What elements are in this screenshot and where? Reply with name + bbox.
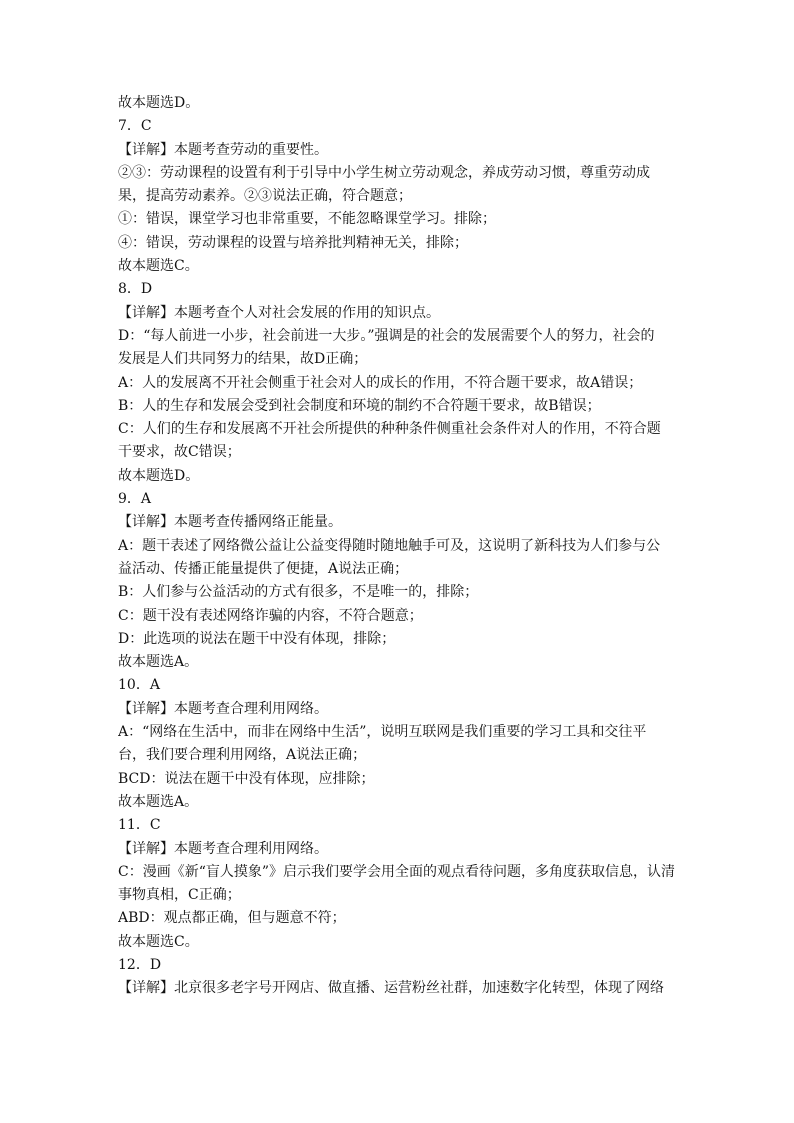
text-line: B：人们参与公益活动的方式有很多，不是唯一的，排除； [118, 584, 479, 601]
text-line: 故本题选D。 [118, 95, 200, 111]
text-line: C：漫画《新“盲人摸象”》启示我们要学会用全面的观点看待问题，多角度获取信息，认清 [118, 863, 676, 880]
text-line: 故本题选A。 [118, 654, 199, 671]
text-line: 故本题选A。 [118, 793, 199, 810]
question-number: 8．D [118, 281, 153, 298]
document-page [118, 92, 678, 1001]
question-number: 12．D [118, 956, 162, 973]
text-line: BCD：说法在题干中没有体现，应排除； [118, 770, 375, 787]
question-number: 10．A [118, 677, 160, 694]
text-line: 发展是人们共同努力的结果，故D正确； [118, 351, 368, 368]
text-line: 干要求，故C错误； [118, 444, 241, 461]
text-line: 果，提高劳动素养。②③说法正确，符合题意； [118, 188, 412, 205]
text-line: A：“网络在生活中，而非在网络中生活”，说明互联网是我们重要的学习工具和交往平 [118, 724, 647, 741]
text-line: 【详解】本题考查劳动的重要性。 [118, 141, 328, 158]
text-line: ①：错误，课堂学习也非常重要，不能忽略课堂学习。排除； [118, 211, 496, 228]
text-line: 【详解】本题考查个人对社会发展的作用的知识点。 [118, 304, 440, 321]
text-line: 【详解】北京很多老字号开网店、做直播、运营粉丝社群，加速数字化转型，体现了网络 [118, 980, 664, 997]
text-line: 【详解】本题考查传播网络正能量。 [118, 514, 342, 531]
text-line: C：题干没有表述网络诈骗的内容，不符合题意； [118, 607, 423, 624]
text-line: 【详解】本题考查合理利用网络。 [118, 840, 328, 857]
text-line: 台，我们要合理利用网络，A说法正确； [118, 747, 367, 764]
text-line: A：题干表述了网络微公益让公益变得随时随地触手可及，这说明了新科技为人们参与公 [118, 537, 661, 554]
text-line: 事物真相，C正确； [118, 887, 241, 904]
text-line: B：人的生存和发展会受到社会制度和环境的制约不合符题干要求，故B错误； [118, 397, 601, 414]
text-line: 【详解】本题考查合理利用网络。 [118, 700, 328, 717]
text-line: C：人们的生存和发展离不开社会所提供的种种条件侧重社会条件对人的作用，不符合题 [118, 421, 661, 438]
question-number: 7．C [118, 118, 152, 135]
text-line: 故本题选C。 [118, 258, 199, 275]
text-line: 故本题选D。 [118, 467, 200, 484]
text-line: ②③：劳动课程的设置有利于引导中小学生树立劳动观念，养成劳动习惯，尊重劳动成 [118, 164, 650, 181]
question-number: 9．A [118, 491, 152, 508]
text-line: D：此选项的说法在题干中没有体现，排除； [118, 630, 396, 647]
text-line: 故本题选C。 [118, 933, 199, 950]
text-line: 益活动、传播正能量提供了便捷，A说法正确； [118, 560, 409, 577]
text-line: A：人的发展离不开社会侧重于社会对人的成长的作用，不符合题干要求，故A错误； [118, 374, 643, 391]
text-line: ④：错误，劳动课程的设置与培养批判精神无关，排除； [118, 234, 468, 251]
text-line: D：“每人前进一小步，社会前进一大步。”强调是的社会的发展需要个人的努力，社会的 [118, 327, 655, 344]
question-number: 11．C [118, 817, 161, 834]
text-line: ABD：观点都正确，但与题意不符； [118, 910, 346, 927]
